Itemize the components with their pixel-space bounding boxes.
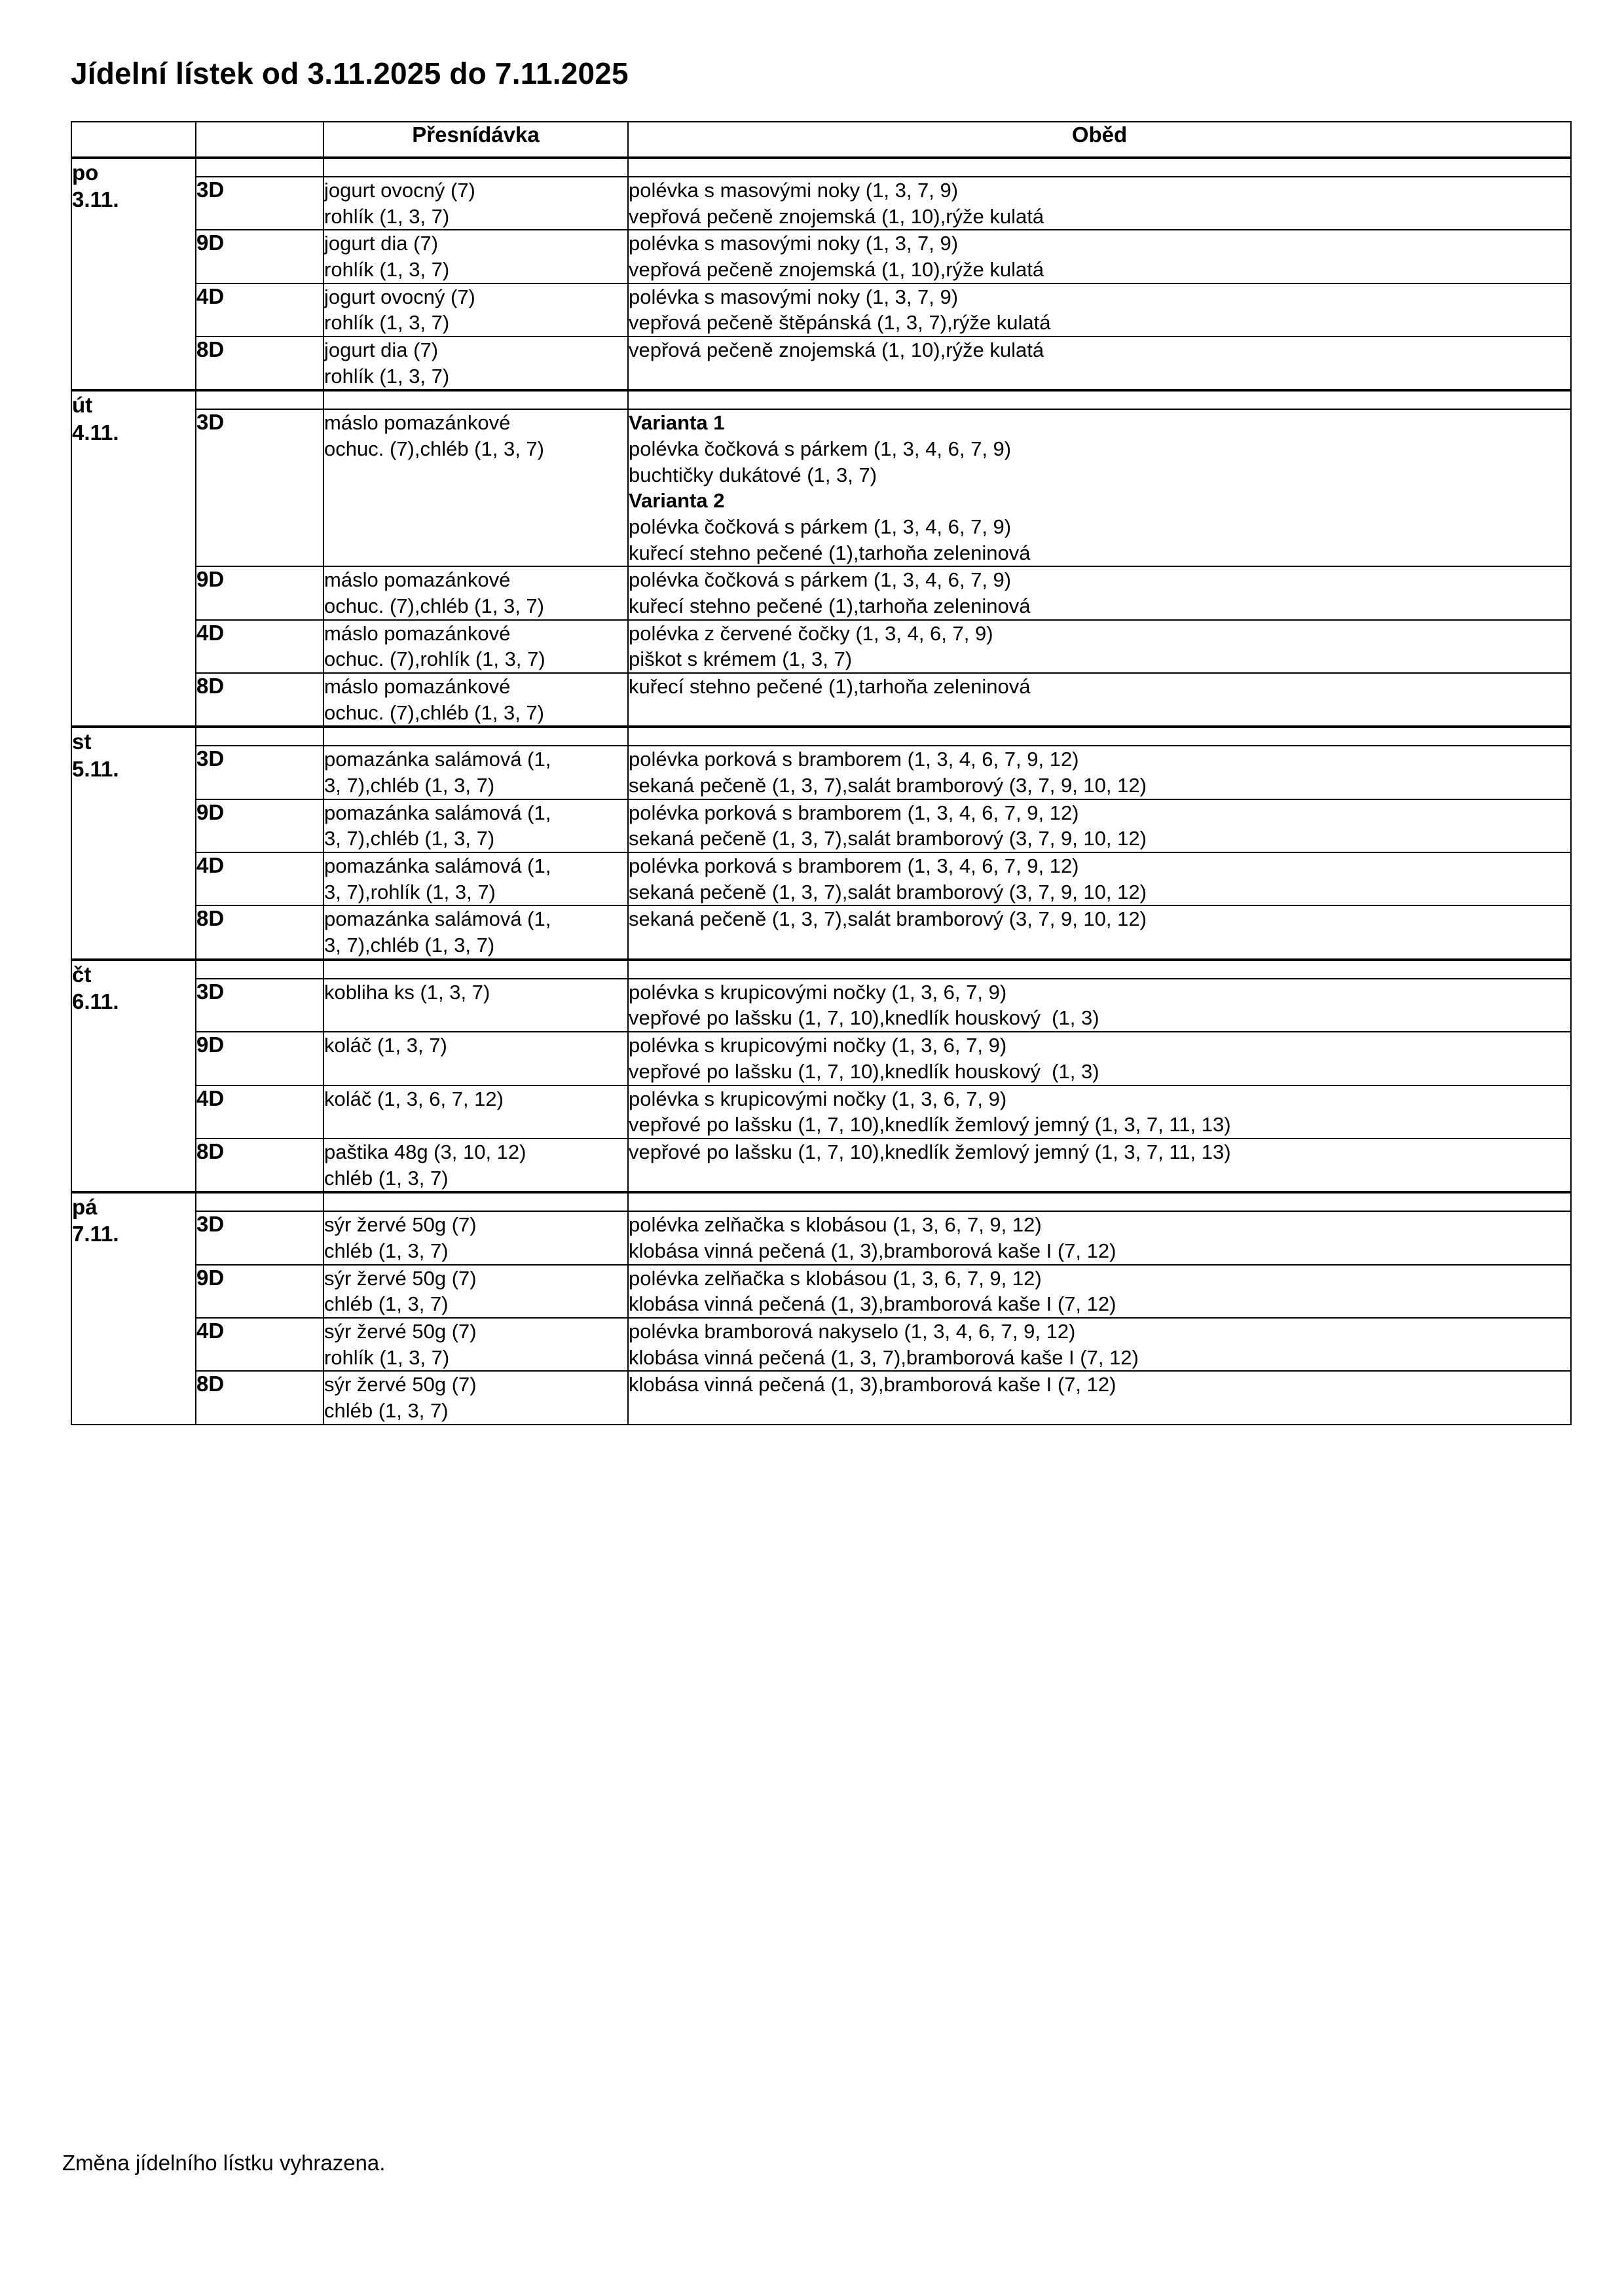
menu-line: Varianta 1 [629,411,725,435]
table-row [71,1211,1571,1264]
menu-line: koláč (1, 3, 6, 7, 12) [324,1087,504,1110]
snack-cell [323,1318,628,1371]
snack-cell [323,1211,628,1264]
lunch-cell [628,337,1571,390]
menu-line: polévka s krupicovými nočky (1, 3, 6, 7, 9) [629,1087,1007,1110]
day-date: 6.11. [72,989,119,1014]
snack-cell [323,1032,628,1085]
day-cell-čt [71,960,196,1192]
spacer-snack [323,390,628,409]
diet-code-cell: 9D [196,1265,323,1318]
snack-cell [323,1371,628,1424]
lunch-cell [628,1211,1571,1264]
day-date: 5.11. [72,756,119,781]
diet-code-cell: 4D [196,620,323,673]
menu-line: sýr žervé 50g (7) [324,1319,477,1343]
day-cell-út [71,390,196,727]
menu-line: vepřové po lašsku (1, 7, 10),knedlík žemlový jemný (1, 3, 7, 11, 13) [629,1113,1231,1137]
menu-line: pomazánka salámová (1, [324,748,551,771]
spacer-diet [196,158,323,177]
menu-line: sýr žervé 50g (7) [324,1266,477,1290]
spacer-lunch [628,390,1571,409]
menu-line: polévka porková s bramborem (1, 3, 4, 6, 7, 9, 12) [629,801,1079,824]
spacer-lunch [628,727,1571,746]
menu-line: polévka porková s bramborem (1, 3, 4, 6, 7, 9, 12) [629,854,1079,878]
lunch-cell [628,799,1571,852]
menu-line: polévka čočková s párkem (1, 3, 4, 6, 7, 9) [629,437,1012,461]
diet-code-cell: 3D [196,177,323,230]
header-day [71,122,196,158]
day-name: út [72,393,93,418]
spacer-snack [323,960,628,979]
menu-line: polévka z červené čočky (1, 3, 4, 6, 7, 9) [629,621,993,645]
menu-line: pomazánka salámová (1, [324,854,551,878]
snack-cell [323,1085,628,1139]
menu-line: kuřecí stehno pečené (1),tarhoňa zeleninová [629,594,1031,618]
menu-line: sekaná pečeně (1, 3, 7),salát bramborový (3, 7, 9, 10, 12) [629,827,1147,850]
menu-line: piškot s krémem (1, 3, 7) [629,647,853,671]
menu-line: polévka zelňačka s klobásou (1, 3, 6, 7, 9, 12) [629,1266,1042,1290]
diet-code-cell: 3D [196,1211,323,1264]
menu-line: kuřecí stehno pečené (1),tarhoňa zeleninová [629,675,1031,699]
lunch-cell [628,852,1571,905]
snack-cell [323,1139,628,1192]
diet-code-cell: 9D [196,230,323,283]
snack-cell [323,283,628,337]
day-date: 3.11. [72,187,119,212]
menu-line: polévka zelňačka s klobásou (1, 3, 6, 7, 9, 12) [629,1213,1042,1237]
table-row [71,566,1571,619]
spacer-lunch [628,960,1571,979]
menu-line: máslo pomazánkové [324,411,511,435]
menu-line: jogurt dia (7) [324,232,439,255]
snack-cell [323,673,628,727]
menu-line: klobása vinná pečená (1, 3),bramborová kaše I (7, 12) [629,1373,1116,1396]
lunch-cell [628,409,1571,566]
lunch-cell [628,1265,1571,1318]
diet-code-cell: 4D [196,852,323,905]
table-row [71,852,1571,905]
day-name: po [72,160,99,185]
menu-line: máslo pomazánkové [324,675,511,699]
snack-cell [323,1265,628,1318]
menu-line: polévka čočková s párkem (1, 3, 4, 6, 7, 9) [629,568,1012,592]
menu-line: pomazánka salámová (1, [324,801,551,824]
menu-line: kobliha ks (1, 3, 7) [324,980,490,1004]
menu-line: klobása vinná pečená (1, 3),bramborová kaše I (7, 12) [629,1292,1116,1316]
menu-line: polévka s masovými noky (1, 3, 7, 9) [629,232,959,255]
page-title: Jídelní lístek od 3.11.2025 do 7.11.2025 [71,56,629,90]
snack-cell [323,799,628,852]
table-row [71,1265,1571,1318]
table-header [71,122,1571,158]
lunch-cell [628,566,1571,619]
menu-line: 3, 7),chléb (1, 3, 7) [324,934,495,957]
snack-cell [323,337,628,390]
menu-table [71,121,1572,1425]
snack-cell [323,566,628,619]
menu-line: ochuc. (7),chléb (1, 3, 7) [324,594,544,618]
table-row [71,230,1571,283]
diet-code-cell: 9D [196,799,323,852]
table-row [71,1318,1571,1371]
diet-code-cell: 9D [196,566,323,619]
menu-line: vepřové po lašsku (1, 7, 10),knedlík houskový (1, 3) [629,1059,1099,1083]
lunch-cell [628,177,1571,230]
menu-line: polévka bramborová nakyselo (1, 3, 4, 6, 7, 9, 12) [629,1319,1076,1343]
menu-line: jogurt ovocný (7) [324,179,475,202]
diet-code-cell: 8D [196,905,323,959]
day-name: pá [72,1195,98,1220]
menu-line: polévka s krupicovými nočky (1, 3, 6, 7, 9) [629,980,1007,1004]
menu-line: 3, 7),chléb (1, 3, 7) [324,827,495,850]
menu-line: polévka s masovými noky (1, 3, 7, 9) [629,179,959,202]
diet-code-cell: 4D [196,283,323,337]
menu-line: sýr žervé 50g (7) [324,1373,477,1396]
day-cell-po [71,158,196,390]
lunch-cell [628,673,1571,727]
spacer-diet [196,727,323,746]
menu-line: sekaná pečeně (1, 3, 7),salát bramborový (3, 7, 9, 10, 12) [629,880,1147,903]
menu-line: chléb (1, 3, 7) [324,1398,449,1422]
menu-line: rohlík (1, 3, 7) [324,364,450,388]
menu-line: vepřová pečeně znojemská (1, 10),rýže kulatá [629,258,1044,282]
day-name: st [72,729,92,754]
diet-code-cell: 4D [196,1318,323,1371]
table-row [71,979,1571,1032]
diet-code-cell: 3D [196,409,323,566]
spacer-snack [323,1192,628,1211]
lunch-cell [628,1085,1571,1139]
day-date: 4.11. [72,420,119,445]
menu-line: vepřová pečeně štěpánská (1, 3, 7),rýže kulatá [629,311,1051,335]
day-date: 7.11. [72,1222,119,1247]
menu-line: chléb (1, 3, 7) [324,1292,449,1316]
diet-code-cell: 8D [196,1371,323,1424]
menu-line: rohlík (1, 3, 7) [324,311,450,335]
day-cell-pá [71,1192,196,1424]
menu-line: vepřová pečeně znojemská (1, 10),rýže kulatá [629,338,1044,362]
menu-line: jogurt dia (7) [324,338,439,362]
menu-line: klobása vinná pečená (1, 3),bramborová kaše I (7, 12) [629,1239,1116,1262]
menu-line: pomazánka salámová (1, [324,907,551,931]
table-row [71,1371,1571,1424]
snack-cell [323,979,628,1032]
menu-line: vepřové po lašsku (1, 7, 10),knedlík žemlový jemný (1, 3, 7, 11, 13) [629,1140,1231,1163]
menu-line: buchtičky dukátové (1, 3, 7) [629,463,877,486]
lunch-cell [628,283,1571,337]
table-row [71,409,1571,566]
menu-line: rohlík (1, 3, 7) [324,204,450,228]
lunch-cell [628,1032,1571,1085]
day-separator-row [71,727,1571,746]
menu-line: 3, 7),chléb (1, 3, 7) [324,774,495,797]
diet-code-cell: 9D [196,1032,323,1085]
lunch-cell [628,230,1571,283]
menu-line: sekaná pečeně (1, 3, 7),salát bramborový (3, 7, 9, 10, 12) [629,774,1147,797]
day-separator-row [71,1192,1571,1211]
menu-line: vepřové po lašsku (1, 7, 10),knedlík houskový (1, 3) [629,1006,1099,1030]
lunch-cell [628,620,1571,673]
lunch-cell [628,905,1571,959]
spacer-snack [323,158,628,177]
table-row [71,746,1571,799]
diet-code-cell: 8D [196,1139,323,1192]
table-row [71,1139,1571,1192]
header-snack: Přesnídávka [323,122,628,158]
menu-line: jogurt ovocný (7) [324,285,475,308]
snack-cell [323,746,628,799]
header-lunch: Oběd [628,122,1571,158]
spacer-diet [196,1192,323,1211]
menu-line: polévka s krupicovými nočky (1, 3, 6, 7, 9) [629,1034,1007,1057]
table-row [71,905,1571,959]
spacer-snack [323,727,628,746]
menu-line: 3, 7),rohlík (1, 3, 7) [324,880,496,903]
menu-line: polévka s masovými noky (1, 3, 7, 9) [629,285,959,308]
menu-line: máslo pomazánkové [324,621,511,645]
header-diet [196,122,323,158]
table-row [71,337,1571,390]
table-row [71,620,1571,673]
diet-code-cell: 3D [196,746,323,799]
menu-line: klobása vinná pečená (1, 3, 7),bramborová kaše I (7, 12) [629,1345,1139,1369]
lunch-cell [628,1371,1571,1424]
snack-cell [323,177,628,230]
spacer-diet [196,390,323,409]
menu-line: chléb (1, 3, 7) [324,1239,449,1262]
menu-line: máslo pomazánkové [324,568,511,592]
snack-cell [323,852,628,905]
diet-code-cell: 8D [196,673,323,727]
menu-line: koláč (1, 3, 7) [324,1034,447,1057]
spacer-lunch [628,1192,1571,1211]
lunch-cell [628,1318,1571,1371]
menu-line: vepřová pečeně znojemská (1, 10),rýže kulatá [629,204,1044,228]
lunch-cell [628,746,1571,799]
menu-line: rohlík (1, 3, 7) [324,1345,450,1369]
table-body [71,158,1571,1425]
day-separator-row [71,390,1571,409]
spacer-diet [196,960,323,979]
menu-line: rohlík (1, 3, 7) [324,258,450,282]
snack-cell [323,230,628,283]
table-row [71,283,1571,337]
menu-line: polévka porková s bramborem (1, 3, 4, 6, 7, 9, 12) [629,748,1079,771]
snack-cell [323,620,628,673]
diet-code-cell: 8D [196,337,323,390]
menu-line: chléb (1, 3, 7) [324,1166,449,1190]
snack-cell [323,409,628,566]
menu-line: paštika 48g (3, 10, 12) [324,1140,526,1163]
day-cell-st [71,727,196,959]
table-row [71,177,1571,230]
menu-line: sekaná pečeně (1, 3, 7),salát bramborový (3, 7, 9, 10, 12) [629,907,1147,931]
menu-line: Varianta 2 [629,489,725,513]
menu-line: kuřecí stehno pečené (1),tarhoňa zeleninová [629,541,1031,564]
menu-line: polévka čočková s párkem (1, 3, 4, 6, 7, 9) [629,515,1012,539]
day-separator-row [71,960,1571,979]
lunch-cell [628,1139,1571,1192]
diet-code-cell: 3D [196,979,323,1032]
day-separator-row [71,158,1571,177]
lunch-cell [628,979,1571,1032]
footer-note: Změna jídelního lístku vyhrazena. [62,2151,386,2175]
table-row [71,799,1571,852]
menu-line: ochuc. (7),chléb (1, 3, 7) [324,701,544,724]
table-row [71,1032,1571,1085]
menu-line: ochuc. (7),chléb (1, 3, 7) [324,437,544,461]
menu-line: ochuc. (7),rohlík (1, 3, 7) [324,647,545,671]
table-row [71,1085,1571,1139]
day-name: čt [72,962,92,987]
menu-line: sýr žervé 50g (7) [324,1213,477,1237]
spacer-lunch [628,158,1571,177]
table-row [71,673,1571,727]
snack-cell [323,905,628,959]
diet-code-cell: 4D [196,1085,323,1139]
